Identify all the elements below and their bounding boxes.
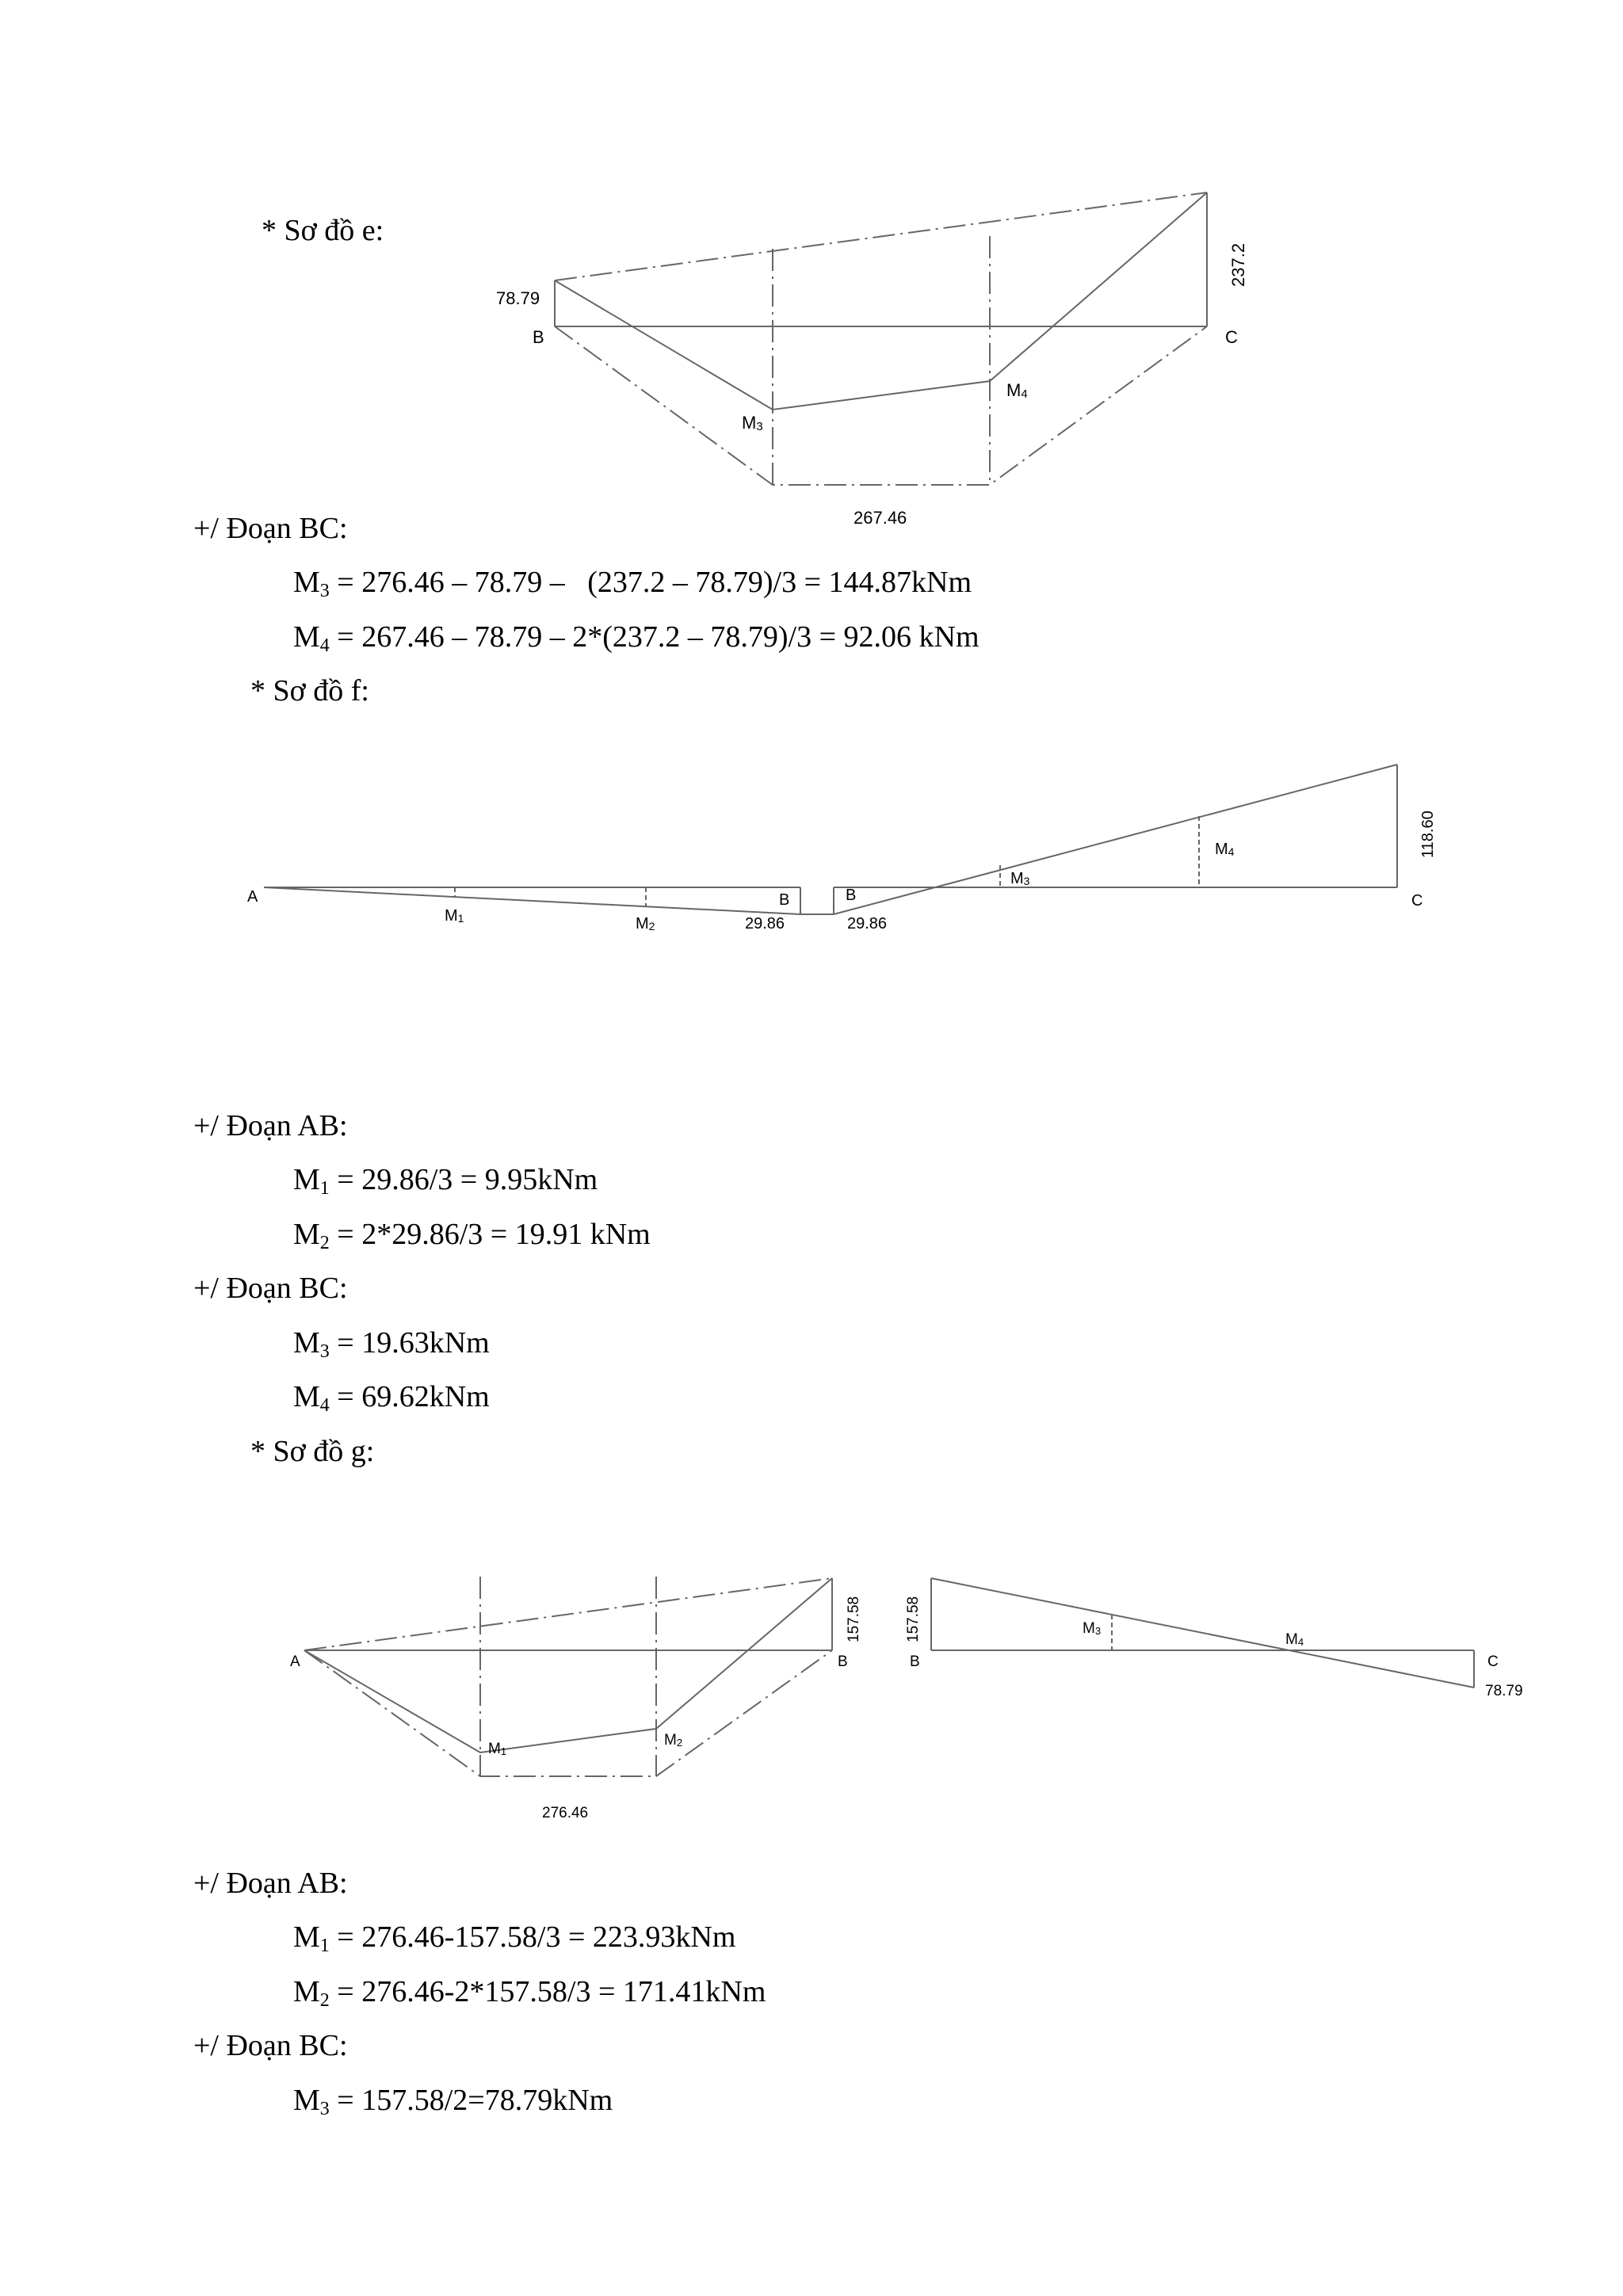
formula-g-m1: $M_1 = 276.46-157.58/3 = 223.93kNm$ [293,1920,736,1956]
f-moment-bc [834,765,1397,914]
f-c-value: 118.60 [1419,810,1437,858]
f-m2-label: M2 [636,915,655,933]
e-simple-beam-diagram [555,326,1207,485]
f-node-a: A [247,888,258,906]
f-b-right-value: 29.86 [847,915,888,933]
e-right-value: 237.2 [1228,242,1248,287]
heading-diagram-g: * Sơ đồ g: [250,1435,375,1468]
f-m1-label: M1 [445,907,464,925]
e-left-value: 78.79 [496,288,540,308]
g2-m3-label: M3 [1083,1620,1102,1637]
g-m1-label: M1 [488,1741,507,1757]
g-moment-line [304,1578,832,1753]
g2-node-c: C [1487,1653,1499,1670]
e-node-c: C [1225,327,1238,347]
formula-f-m2: $M_2 = 2*29.86/3 = 19.91$ kNm [293,1218,651,1253]
e-node-b: B [533,327,544,347]
g-node-a: A [290,1653,300,1670]
diagram-f [264,765,1397,914]
f-m4-label: M4 [1215,841,1235,858]
f-moment-ab [264,887,800,914]
formula-f-m1: $M_1 = 29.86/3 = 9.95kNm$ [293,1163,598,1199]
formula-e-m3: $M_3 = 276.46 - 78.79 - (237.2 - 78.79)/3 = 144.87kNm$ [293,566,972,601]
g-bottom-value: 276.46 [542,1805,589,1821]
e-bottom-value: 267.46 [854,508,907,528]
formula-e-m4: $M_4 = 267.46 - 78.79 - 2*(237.2 - 78.79)/3 = 92.06$ kNm [293,620,980,656]
section-f-ab: +/ Đoạn AB: [193,1109,348,1142]
diagram-g-right [931,1578,1474,1688]
section-g-bc: +/ Đoạn BC: [193,2029,348,2062]
g2-b-value: 157.58 [905,1596,922,1642]
section-f-bc: +/ Đoạn BC: [193,1272,348,1305]
g2-c-value: 78.79 [1485,1683,1523,1699]
diagram-e [555,193,1207,485]
heading-diagram-e: * Sơ đồ e: [262,214,384,247]
g-m2-label: M2 [664,1732,683,1749]
e-closing-line [555,193,1207,280]
f-node-b-left: B [779,891,790,909]
diagram-g-left [304,1577,832,1776]
formula-g-m3: $M_3 = 157.58/2=78.79kNm$ [293,2084,613,2119]
g2-m4-label: M4 [1285,1631,1304,1648]
g-closing-line [304,1578,832,1650]
section-g-ab: +/ Đoạn AB: [193,1867,348,1900]
g-node-b: B [838,1653,848,1670]
formula-g-m2: $M_2 = 276.46-2*157.58/3 = 171.41kNm$ [293,1975,766,2011]
g-b-value: 157.58 [846,1596,862,1642]
e-moment-line [555,193,1207,410]
f-node-b-right: B [846,887,857,904]
f-m3-label: M3 [1010,870,1030,887]
f-b-left-value: 29.86 [745,915,785,933]
g-simple-beam-diagram [304,1650,832,1776]
g2-node-b: B [910,1653,920,1670]
e-m3-label: M3 [742,413,763,433]
heading-diagram-f: * Sơ đồ f: [250,674,369,707]
formula-f-m4: $M_4 = 69.62kNm$ [293,1380,490,1416]
formula-f-m3: $M_3 = 19.63kNm$ [293,1326,490,1362]
e-m4-label: M4 [1006,380,1028,401]
section-e-bc: +/ Đoạn BC: [193,512,348,545]
g2-moment-line [931,1578,1474,1688]
f-node-c: C [1411,892,1423,910]
